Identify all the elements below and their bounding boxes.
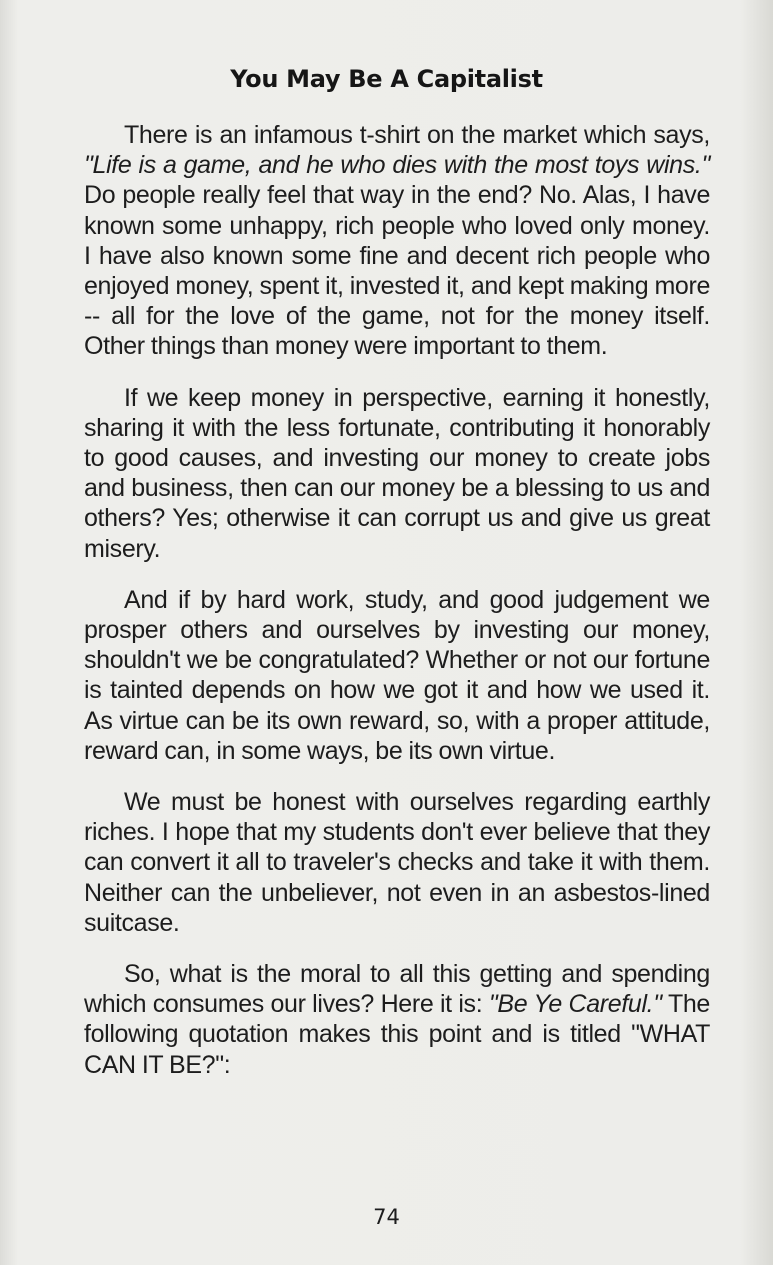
page-number: 74 bbox=[373, 1205, 400, 1229]
paragraph-1-text: There is an infamous t-shirt on the market which says, bbox=[124, 121, 710, 149]
paragraph-2: If we keep money in perspective, earning it honestly, sharing it with the less fortunate, contributing it honorably to good causes, and investing our money to create jobs and business, then can our money be a blessing to us and others? Yes; otherwise it can corrupt us and give us great misery. bbox=[84, 383, 710, 563]
paragraph-5-text-continued: The following quotation makes this point and is titled "WHAT CAN IT BE?": bbox=[84, 990, 710, 1079]
paragraph-4: We must be honest with ourselves regarding earthly riches. I hope that my students don't ever believe that they can convert it all to traveler's checks and take it with them. Neither can the unbeliever, not even in an asbestos-lined suitcase. bbox=[84, 788, 710, 937]
paragraph-3: And if by hard work, study, and good judgement we prosper others and ourselves by investing our money, shouldn't we be congratulated? Whether or not our fortune is tainted depends on how we got it and how we used it. As virtue can be its own reward, so, with a proper attitude, reward can, in some ways, be its own virtue. bbox=[84, 585, 710, 765]
page-title: You May Be A Capitalist bbox=[230, 65, 543, 93]
paragraph-5-text: So, what is the moral to all this getting and spending which consumes our lives? Here it is: bbox=[84, 960, 710, 1019]
body-text bbox=[84, 120, 710, 1101]
paragraph-1-text-continued: Do people really feel that way in the end? No. Alas, I have known some unhappy, rich people who loved only money. I have also known some fine and decent rich people who enjoyed money, spent it, invested it, and kept making more -- all for the love of the game, not for the money itself. Other things than money were important to them. bbox=[84, 181, 710, 361]
paragraph-5-quote: "Be Ye Careful." bbox=[488, 990, 662, 1019]
paragraph-1 bbox=[84, 120, 710, 362]
paragraph-1-quote: "Life is a game, and he who dies with the most toys wins." bbox=[84, 151, 710, 180]
paragraph-5 bbox=[84, 959, 710, 1080]
